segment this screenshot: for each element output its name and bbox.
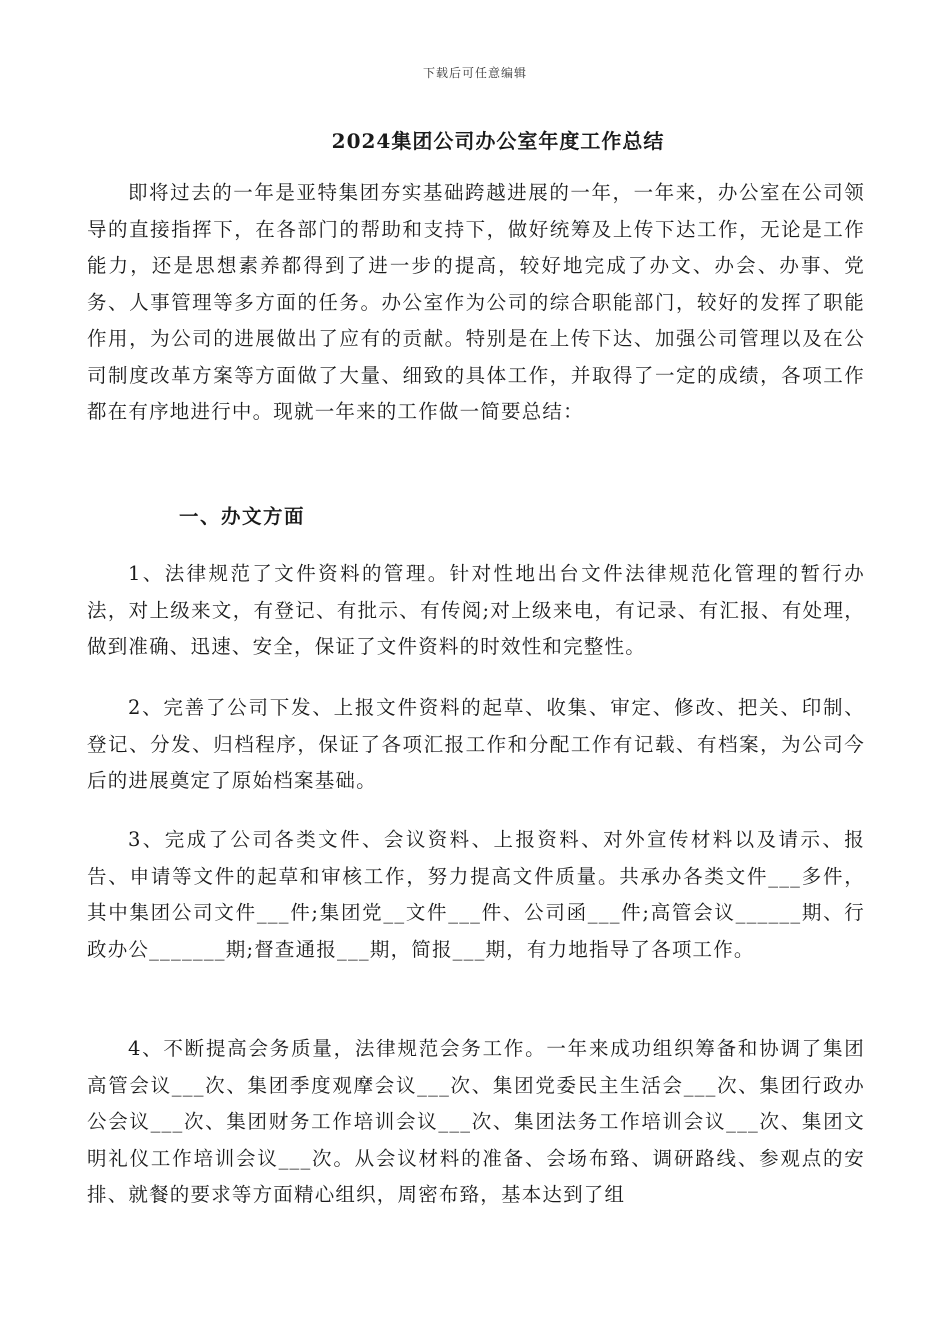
intro-block	[87, 175, 865, 431]
paragraph-3-block	[87, 822, 865, 968]
section-heading: 一、办文方面	[179, 505, 306, 528]
paragraph-2: 2、完善了公司下发、上报文件资料的起草、收集、审定、修改、把关、印制、登记、分发、归档程序，保证了各项汇报工作和分配工作有记载、有档案，为公司今后的进展奠定了原始档案基础。	[87, 696, 865, 792]
document-title: 2024集团公司办公室年度工作总结	[331, 129, 665, 153]
paragraph-4: 4、不断提高会务质量，法律规范会务工作。一年来成功组织筹备和协调了集团高管会议___次、集团季度观摩会议___次、集团党委民主生活会___次、集团行政办公会议___次、集团财务工作培训会议___次、集团法务工作培训会议___次、集团文明礼仪工作培训会议___次。从会议材料的准备、会场布臵、调研路线、参观点的安排、就餐的要求等方面精心组织，周密布臵，基本达到了组	[87, 1037, 865, 1206]
intro-paragraph: 即将过去的一年是亚特集团夯实基础跨越进展的一年，一年来，办公室在公司领导的直接指挥下，在各部门的帮助和支持下，做好统筹及上传下达工作，无论是工作能力，还是思想素养都得到了进一步的提高，较好地完成了办文、办会、办事、党务、人事管理等多方面的任务。办公室作为公司的综合职能部门，较好的发挥了职能作用，为公司的进展做出了应有的贡献。特别是在上传下达、加强公司管理以及在公司制度改革方案等方面做了大量、细致的具体工作，并取得了一定的成绩，各项工作都在有序地进行中。现就一年来的工作做一简要总结：	[87, 181, 865, 423]
header-note: 下载后可任意编辑	[422, 66, 527, 80]
paragraph-2-block	[87, 690, 865, 800]
paragraph-4-block	[87, 1031, 865, 1214]
paragraph-1-block	[87, 556, 865, 666]
paragraph-3: 3、完成了公司各类文件、会议资料、上报资料、对外宣传材料以及请示、报告、申请等文件的起草和审核工作，努力提高文件质量。共承办各类文件___多件，其中集团公司文件___件;集团党__文件___件、公司函___件;高管会议______期、行政办公_______期;督查通报___期，简报___期，有力地指导了各项工作。	[87, 828, 865, 961]
paragraph-1: 1、法律规范了文件资料的管理。针对性地出台文件法律规范化管理的暂行办法，对上级来文，有登记、有批示、有传阅;对上级来电，有记录、有汇报、有处理，做到准确、迅速、安全，保证了文件资料的时效性和完整性。	[87, 562, 865, 658]
